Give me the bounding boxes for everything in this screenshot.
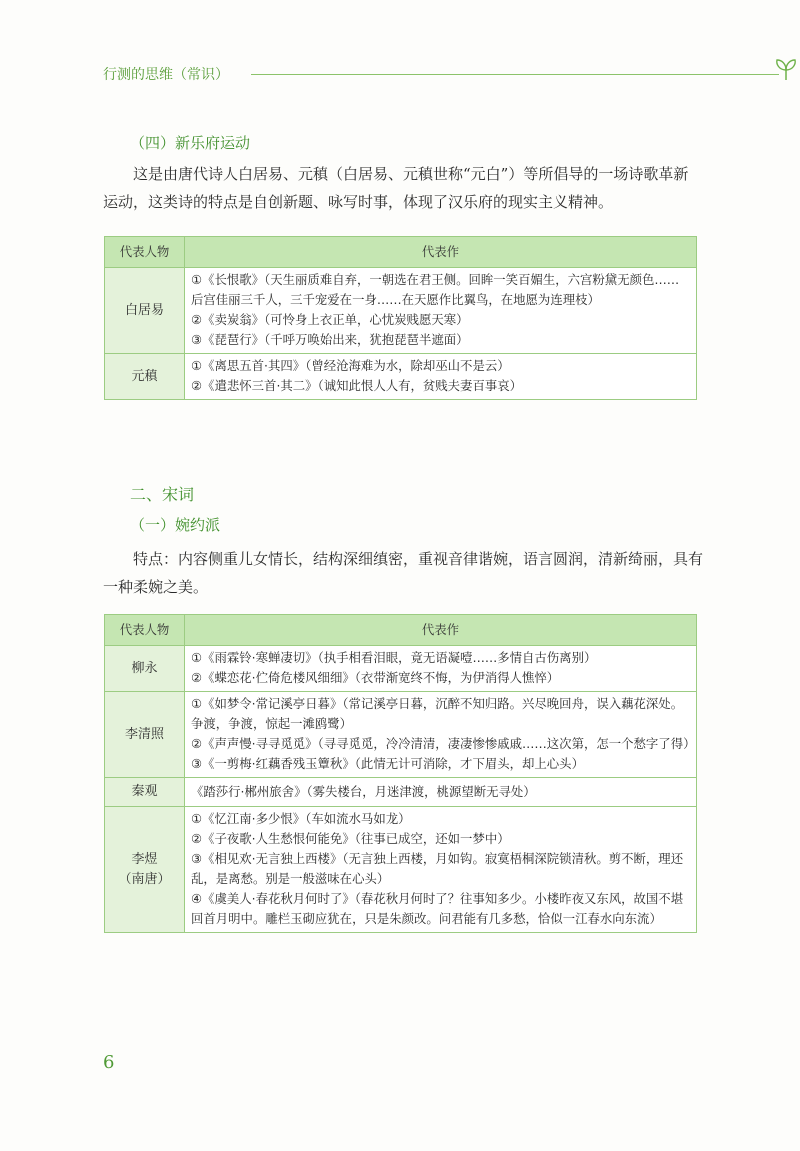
running-header-title: 行测的思维（常识） [103,67,229,83]
table-row [105,807,697,933]
person-cell: 李煜 （南唐） [105,807,185,933]
work-item: 《踏莎行·郴州旅舍》（雾失楼台，月迷津渡，桃源望断无寻处） [191,783,536,799]
new-yuefu-paragraph: 这是由唐代诗人白居易、元稹（白居易、元稹世称“元白”）等所倡导的一场诗歌革新运动，这类诗的特点是自创新题、咏写时事，体现了汉乐府的现实主义精神。 [103,165,689,211]
works-cell [185,646,697,692]
work-item: ④《虞美人·春花秋月何时了》（春花秋月何时了？往事知多少。小楼昨夜又东风，故国不堪回首月明中。雕栏玉砌应犹在，只是朱颜改。问君能有几多愁，恰似一江春水向东流） [191,891,684,926]
person-cell: 元稹 [105,354,185,400]
work-item: ②《卖炭翁》（可怜身上衣正单，心忧炭贱愿天寒） [191,312,469,327]
work-item: ①《忆江南·多少恨》（车如流水马如龙） [191,811,411,826]
column-header-person: 代表人物 [105,615,185,646]
person-cell: 秦观 [105,778,185,807]
person-cell: 柳永 [105,646,185,692]
works-cell [185,354,697,400]
table-tang-poets [104,236,697,400]
sprout-icon [773,58,799,82]
wanyue-paragraph: 特点：内容侧重儿女情长，结构深细缜密，重视音律谐婉，语言圆润，清新绮丽，具有一种柔婉之美。 [103,550,704,596]
work-item: ③《相见欢·无言独上西楼》（无言独上西楼，月如钩。寂寞梧桐深院锁清秋。剪不断，理还乱，是离愁。别是一般滋味在心头） [191,851,684,886]
running-header [103,58,703,88]
table-row [105,778,697,807]
work-item: ①《如梦令·常记溪亭日暮》（常记溪亭日暮，沉醉不知归路。兴尽晚回舟，误入藕花深处。争渡，争渡，惊起一滩鸥鹭） [191,696,684,731]
column-header-person: 代表人物 [105,237,185,268]
column-header-works: 代表作 [185,615,697,646]
work-item: ②《遣悲怀三首·其二》（诚知此恨人人有，贫贱夫妻百事哀） [191,378,523,393]
work-item: ②《蝶恋花·伫倚危楼风细细》（衣带渐宽终不悔，为伊消得人憔悴） [191,670,560,685]
section-heading-song-ci: 二、宋词 [130,485,195,504]
section-heading-new-yuefu: （四）新乐府运动 [130,134,251,152]
work-item: ②《子夜歌·人生愁恨何能免》（往事已成空，还如一梦中） [191,831,510,846]
work-item: ②《声声慢·寻寻觅觅》（寻寻觅觅，冷冷清清，凄凄惨惨戚戚……这次第，怎一个愁字了得） [191,736,696,751]
page-number: 6 [103,1052,115,1073]
works-cell [185,692,697,778]
table-row [105,692,697,778]
table-row [105,268,697,354]
work-item: ①《雨霖铃·寒蝉凄切》（执手相看泪眼，竟无语凝噎……多情自古伤离别） [191,650,597,665]
work-item: ③《琵琶行》（千呼万唤始出来，犹抱琵琶半遮面） [191,332,469,347]
table-row [105,354,697,400]
works-cell [185,807,697,933]
table-song-poets [104,614,697,933]
person-cell: 白居易 [105,268,185,354]
column-header-works: 代表作 [185,237,697,268]
works-cell [185,778,697,807]
header-rule [251,74,779,75]
table-row [105,646,697,692]
work-item: ①《长恨歌》（天生丽质难自弃，一朝选在君王侧。回眸一笑百媚生，六宫粉黛无颜色……后宫佳丽三千人，三千宠爱在一身……在天愿作比翼鸟，在地愿为连理枝） [191,272,680,307]
person-cell: 李清照 [105,692,185,778]
work-item: ①《离思五首·其四》（曾经沧海难为水，除却巫山不是云） [191,358,510,373]
subheading-wanyue: （一）婉约派 [130,516,221,534]
works-cell [185,268,697,354]
work-item: ③《一剪梅·红藕香残玉簟秋》（此情无计可消除，才下眉头，却上心头） [191,756,584,771]
